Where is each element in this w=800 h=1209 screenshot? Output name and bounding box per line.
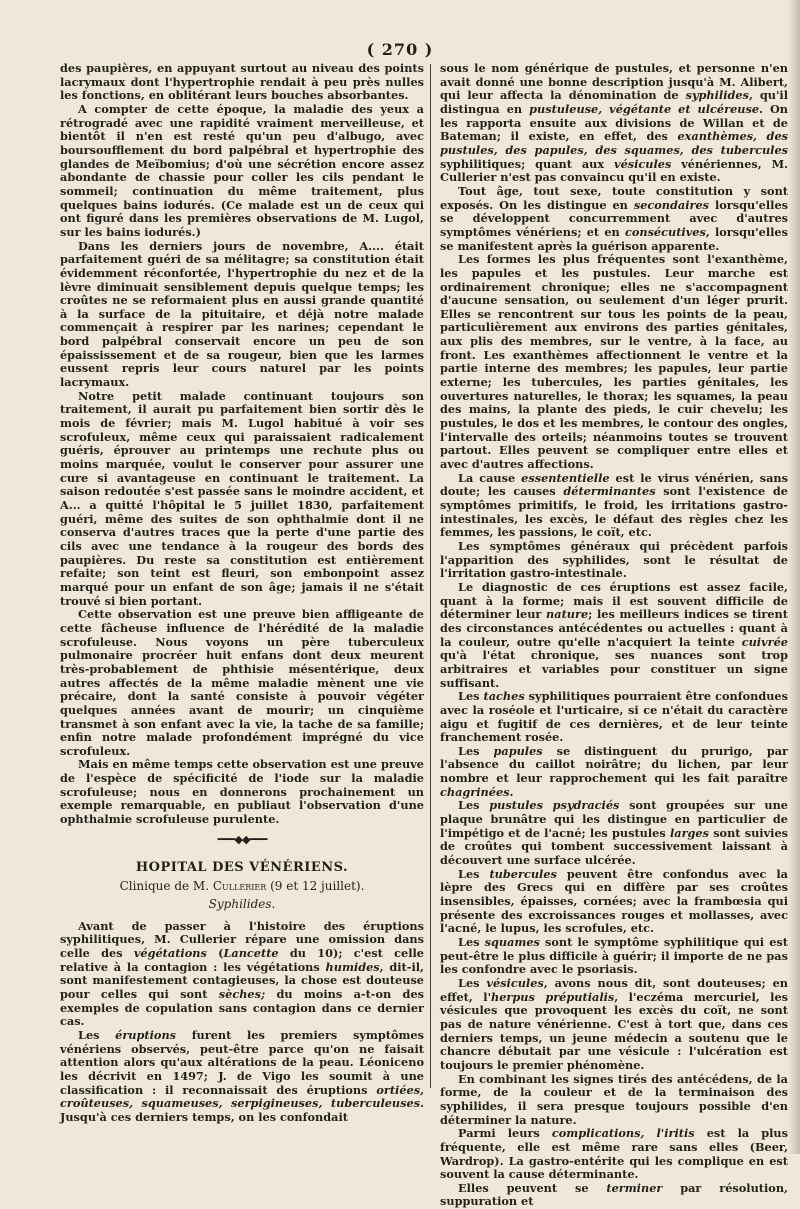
paragraph: Les taches syphilitiques pourraient être confondues avec la roséole et l'urticaire, si ce n'était du caractère aigu et fugitif de ces dernières, et de leur teinte franchement rosée. — [440, 689, 788, 745]
paragraph: Tout âge, tout sexe, toute constitution y sont exposés. On les distingue en secondaires lorsqu'elles se développent concurremment avec d'autres symptômes vénériens; et en consécutives, lorsqu'elles se manifestent après la guérison apparente. — [440, 183, 788, 253]
paragraph: Dans les derniers jours de novembre, A.... était parfaitement guéri de sa mélitagre; sa constitution était évidemment réconfortée, l'hypertrophie du nez et de la lèvre diminuait sensiblement depuis quelque temps; les croûtes ne se reformaient plus en aussi grande quantité à la surface de la pituitaire, et déjà notre malade commençait à respirer par les narines; cependant le bord palpébral conservait encore un peu de son épaississement et de sa rougeur, bien que les larmes eussent repris leur cours naturel par les points lacrymaux. — [60, 238, 424, 390]
paragraph: La cause essententielle est le virus vénérien, sans doute; les causes déterminantes sont l'existence de symptômes primitifs, le froid, les irritations gastro-intestinales, les excès, le défaut des règles chez les femmes, les passions, le coït, etc. — [440, 470, 788, 540]
topic-heading: Syphilides. — [208, 897, 276, 912]
left-column — [60, 62, 424, 1125]
paragraph: Les éruptions furent les premiers symptômes vénériens observés, peut-être parce qu'on ne faisait attention alors qu'aux altérations de la peau. Léoniceno les décrivit en 1497; J. de Vigo les soumit à une classification : il reconnaissait des éruptions ortiées, croûteuses, squameuses, serpigineuses, tuberculeuses. Jusqu'à ces derniers temps, on les confondait — [60, 1027, 424, 1124]
paragraph: sous le nom générique de pustules, et personne n'en avait donné une bonne description jusqu'à M. Alibert, qui leur affecta la dénomination de syphilides, qu'il distingua en pustuleuse, végétante et ulcéreuse. On les rapporta ensuite aux divisions de Willan et de Bateman; il existe, en effet, des exanthèmes, des pustules, des papules, des squames, des tubercules syphilitiques; quant aux vésicules vénériennes, M. Cullerier n'est pas convaincu qu'il en existe. — [440, 61, 789, 185]
clinic-prefix: Clinique de M. — [119, 879, 213, 894]
paragraph: Les formes les plus fréquentes sont l'exanthème, les papules et les pustules. Leur marche est ordinairement chronique; elles ne s'accompagnent d'aucune sensation, ou seulement d'un léger prurit. Elles se rencontrent sur tous les points de la peau, particulièrement aux environs des parties génitales, aux plis des membres, sur le ventre, à la face, au front. Les exanthèmes affectionnent le ventre et la partie interne des membres; les papules, leur partie externe; les tubercules, les parties génitales, les ouvertures naturelles, le thorax; les squames, la peau des mains, la plante des pieds, le cuir chevelu; les pustules, le dos et les membres, le contour des ongles, l'intervalle des orteils; néanmoins toutes se trouvent partout. Elles peuvent se compliquer entre elles et avec d'autres affections. — [440, 252, 788, 472]
paragraph: En combinant les signes tirés des antécédens, de la forme, de la couleur et de la terminaison des syphilides, il sera presque toujours possible d'en déterminer la nature. — [440, 1071, 788, 1127]
paragraph: A compter de cette époque, la maladie des yeux a rétrogradé avec une rapidité vraiment merveilleuse, et bientôt il n'en est resté qu'un peu d'albugo, avec boursoufflement du bord palpébral et hypertrophie des glandes de Meïbomius; d'où une sécrétion encore assez abondante de chassie pour coller les cils pendant le sommeil; continuation du même traitement, plus quelques bains iodurés. (Ce malade est un de ceux qui ont figuré dans les premières observations de M. Lugol, sur les bains iodurés.) — [60, 101, 424, 239]
page-edge-shadow — [788, 0, 800, 1154]
ornament-divider: ━━━◆◆━━━ — [217, 832, 267, 846]
paragraph: Notre petit malade continuant toujours son traitement, il aurait pu parfaitement bien sortir dès le mois de février; mais M. Lugol habitué à voir ses scrofuleux, même ceux qui paraissaient radicalement guéris, éprouver au printemps une rechute plus ou moins marquée, voulut le conserver pour assurer une cure si avantageuse en continuant le traitement. La saison redoutée s'est passée sans le moindre accident, et A... a quitté l'hôpital le 5 juillet 1830, parfaitement guéri, même des suites de son ophthalmie dont il ne conserva d'autres traces que la perte d'une partie des cils avec une tendance à la rougeur des bords des paupières. Du reste sa constitution est entièrement refaite; son teint est fleuri, son embonpoint assez marqué pour un enfant de son âge; jamais il ne s'était trouvé si bien portant. — [60, 388, 424, 608]
section-title: HOPITAL DES VÉNÉRIENS. — [135, 859, 349, 875]
right-column — [440, 62, 788, 1209]
paragraph: Les vésicules, avons nous dit, sont douteuses; en effet, l'herpus préputialis, l'eczéma mercuriel, les vésicules que provoquent les excès du coït, ne sont pas de nature vénérienne. C'est à tort que, dans ces derniers temps, un jeune médecin a soutenu que le chancre débutait par une vésicule : l'ulcération est toujours le premier phénomène. — [440, 975, 788, 1072]
paragraph: Les pustules psydraciés sont groupées sur une plaque brunâtre qui les distingue en particulier de l'impétigo et de l'acné; les pustules larges sont suivies de croûtes qui tombent successivement laissant à découvert une surface ulcérée. — [440, 798, 789, 868]
paragraph: Les tubercules peuvent être confondus avec la lèpre des Grecs qui en diffère par ses croûtes insensibles, épaisses, cornées; avec la frambœsia qui présente des excroissances rouges et mollasses, avec l'acné, le lupus, les scrofules, etc. — [440, 866, 788, 936]
paragraph: Elles peuvent se terminer par résolution, suppuration et — [440, 1180, 788, 1209]
paragraph: Mais en même temps cette observation est une preuve de l'espèce de spécificité de l'iode sur la maladie scrofuleuse; nous en donnerons prochainement un exemple remarquable, en publiaut l'observation d'une ophthalmie scrofuleuse purulente. — [60, 757, 424, 827]
paragraph: Le diagnostic de ces éruptions est assez facile, quant à la forme; mais il est souvent difficile de déterminer leur nature; les meilleurs indices se tirent des circonstances antécédentes ou actuelles : quant à la couleur, outre qu'elle n'acquiert la teinte cuivrée qu'à l'état chronique, ses nuances sont trop arbitraires et variables pour constituer un signe suffisant. — [440, 579, 788, 690]
paragraph: des paupières, en appuyant surtout au niveau des points lacrymaux dont l'hypertrophie rendait à peu près nulles les fonctions, en oblitérant leurs bouches absorbantes. — [60, 61, 424, 103]
paragraph: Les symptômes généraux qui précèdent parfois l'apparition des syphilides, sont le résultat de l'irritation gastro-intestinale. — [440, 538, 788, 581]
paragraph: Les squames sont le symptôme syphilitique qui est peut-être le plus difficile à guérir; il importe de ne pas les confondre avec le psoriasis. — [440, 935, 788, 977]
paragraph: Cette observation est une preuve bien affligeante de cette fâcheuse influence de l'hérédité de la maladie scrofuleuse. Nous voyons un père tuberculeux pulmonaire procréer huit enfans dont deux meurent très-probablement de phthisie mésentérique, deux autres affectés de la même maladie mènent une vie précaire, dont la santé consiste à pouvoir végéter quelques années avant de mourir; un cinquième transmet à son enfant avec la vie, la tache de sa famille; enfin notre malade profondément imprégné du vice scrofuleux. — [60, 607, 424, 758]
column-divider — [430, 64, 431, 1088]
page-number: ( 270 ) — [366, 40, 434, 59]
clinic-heading — [60, 880, 424, 894]
paragraph: Les papules se distinguent du prurigo, par l'absence du caillot noirâtre; du lichen, par leur nombre et leur rapprochement qui les fait paraître chagrinées. — [440, 743, 788, 799]
clinic-name: Cullerier — [212, 879, 267, 894]
clinic-date: (9 et 12 juillet). — [266, 879, 365, 894]
paragraph: Parmi leurs complications, l'iritis est la plus fréquente, elle est même rare sans elles (Beer, Wardrop). La gastro-entérite qui les complique en est souvent la cause déterminante. — [440, 1126, 789, 1182]
paragraph: Avant de passer à l'histoire des éruptions syphilitiques, M. Cullerier répare une omission dans celle des végétations (Lancette du 10); c'est celle relative à la contagion : les végétations humides, dit-il, sont manifestement contagieuses, la chose est douteuse pour celles qui sont sèches; du moins a-t-on des exemples de copulation sans contagion dans ce dernier cas. — [60, 918, 424, 1029]
